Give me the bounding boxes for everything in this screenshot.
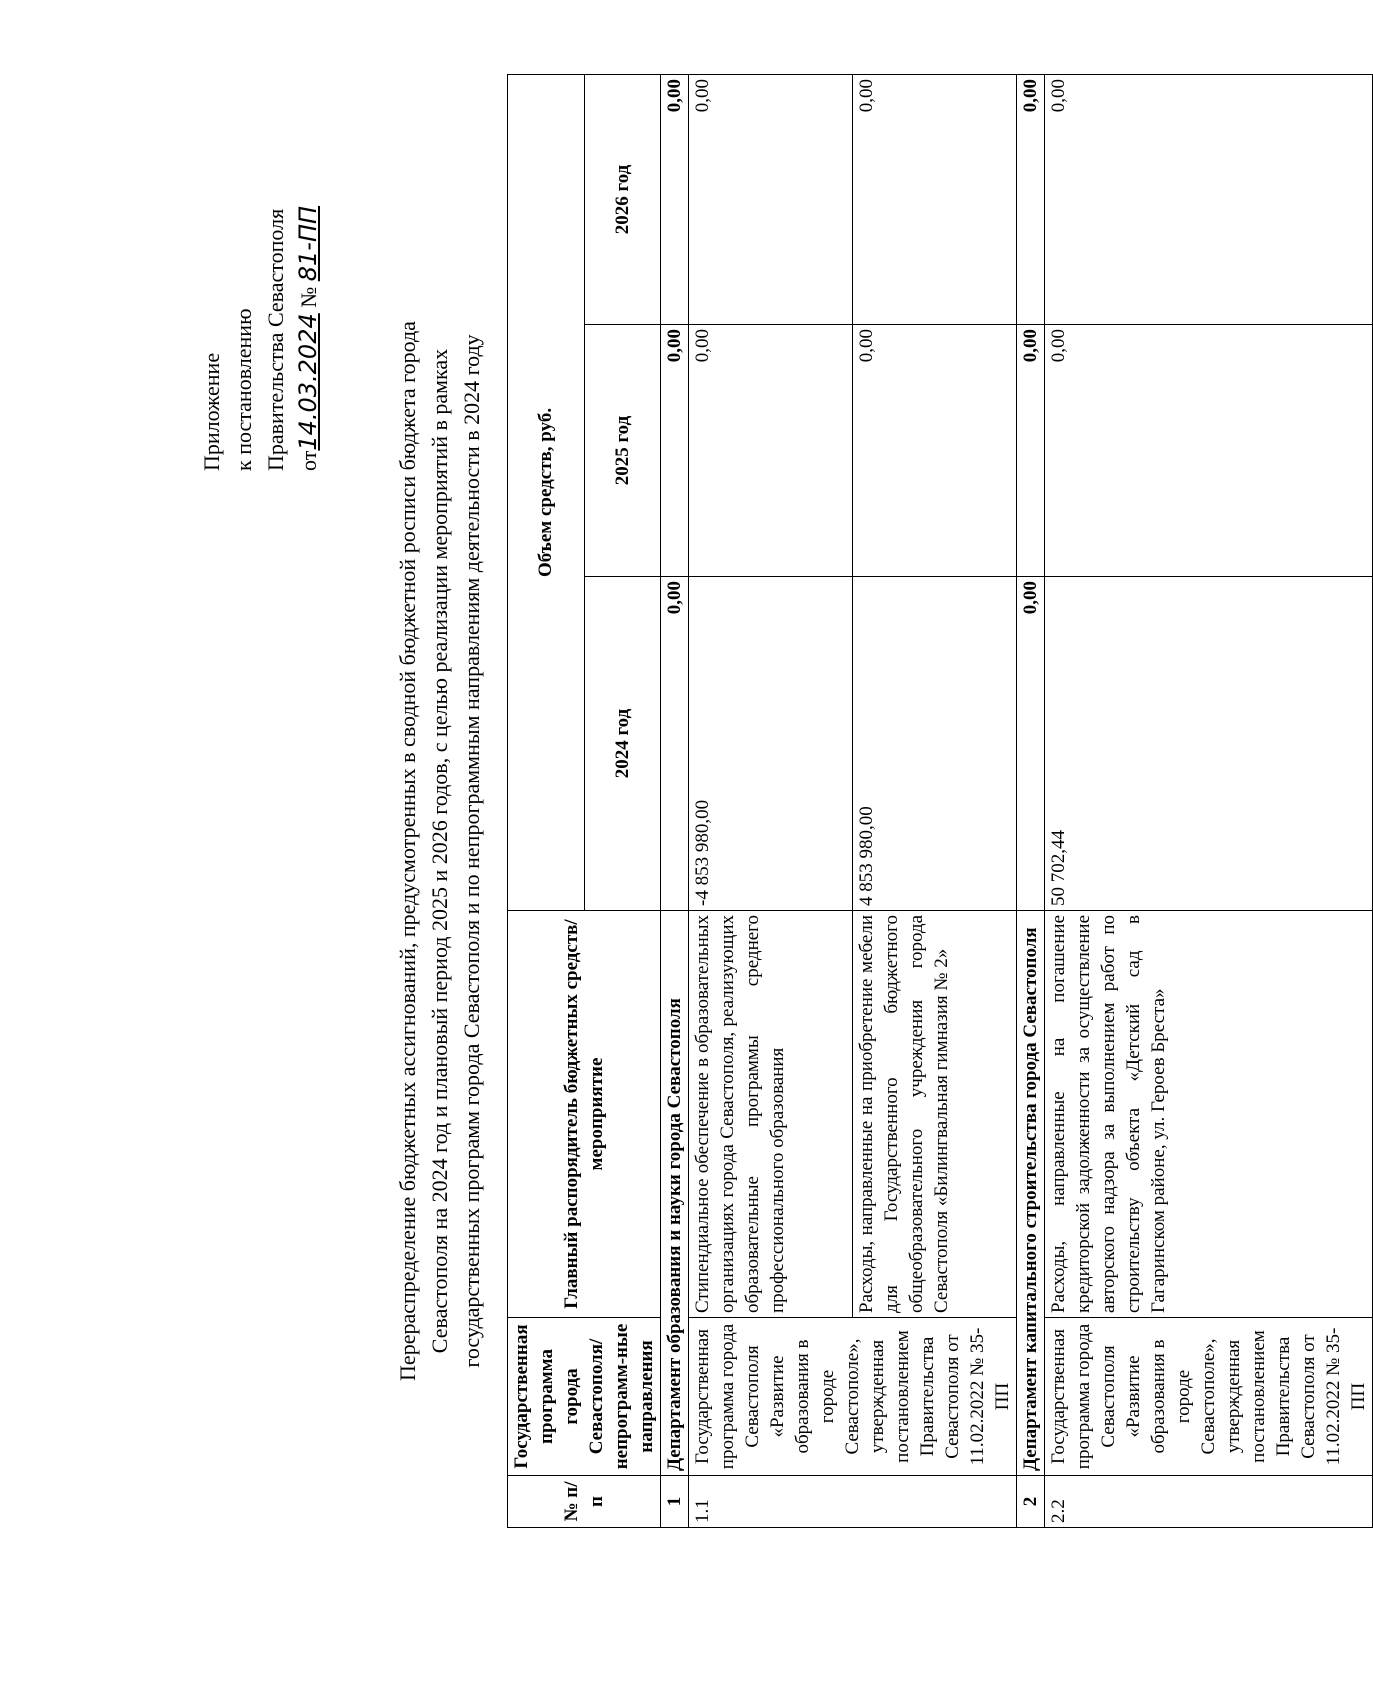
header-2026: 2026 год bbox=[584, 74, 661, 324]
appendix-block bbox=[196, 51, 325, 471]
budget-table bbox=[507, 74, 1373, 1528]
section-2026: 0,00 bbox=[1017, 74, 1045, 324]
section-row-2 bbox=[1017, 74, 1045, 1527]
header-num: № п/п bbox=[508, 1476, 661, 1528]
section-name: Департамент образования и науки города Севастополя bbox=[661, 910, 689, 1475]
row-2025: 0,00 bbox=[1045, 324, 1373, 576]
row-measure: Стипендиальное обеспечение в образовательных организациях города Севастополя, реализующих образовательные программы среднего профессионального образования bbox=[689, 910, 853, 1317]
header-volume: Объем средств, руб. bbox=[508, 74, 585, 910]
header-program: Государственная программа города Севастополя/непрограмм-ные направления bbox=[508, 1318, 661, 1476]
row-measure: Расходы, направленные на погашение кредиторской задолженности за осуществление авторского надзора за выполнением работ по строительству объекта «Детский сад в Гагаринском районе, ул. Героев Бреста» bbox=[1045, 910, 1373, 1317]
header-row-1 bbox=[508, 74, 585, 1527]
appendix-line-3: Правительства Севастополя bbox=[263, 208, 288, 471]
header-2024: 2024 год bbox=[584, 576, 661, 910]
row-program: Государственная программа города Севастополя «Развитие образования в городе Севастополе», утвержденная постановлением Правительства Севастополя от 11.02.2022 № 35-ПП bbox=[1045, 1318, 1373, 1476]
document-title bbox=[392, 176, 488, 1526]
appendix-line-2: к постановлению bbox=[231, 308, 256, 471]
row-2024: -4 853 980,00 bbox=[689, 576, 853, 910]
row-num: 1.1 bbox=[689, 1476, 1017, 1528]
header-2025: 2025 год bbox=[584, 324, 661, 576]
title-line-1: Перераспределение бюджетных ассигнований, предусмотренных в сводной бюджетной росписи бюджета города bbox=[395, 321, 420, 1381]
title-line-2: Севастополя на 2024 год и плановый период 2025 и 2026 годов, с целью реализации мероприятий в рамках bbox=[427, 348, 452, 1354]
number-label: № bbox=[296, 286, 321, 308]
section-row-1 bbox=[661, 74, 689, 1527]
from-label: от bbox=[296, 450, 321, 471]
handwritten-date: 14.03.2024 bbox=[294, 313, 322, 451]
row-2026: 0,00 bbox=[1045, 74, 1373, 324]
row-2026: 0,00 bbox=[853, 74, 1017, 324]
section-2025: 0,00 bbox=[661, 324, 689, 576]
row-2025: 0,00 bbox=[853, 324, 1017, 576]
table-row bbox=[853, 74, 1017, 1527]
row-2024: 50 702,44 bbox=[1045, 576, 1373, 910]
appendix-line-4 bbox=[292, 51, 325, 471]
appendix-line-1: Приложение bbox=[199, 352, 224, 471]
section-2026: 0,00 bbox=[661, 74, 689, 324]
section-2024: 0,00 bbox=[661, 576, 689, 910]
section-num: 1 bbox=[661, 1476, 689, 1528]
header-manager: Главный распорядитель бюджетных средств/мероприятие bbox=[508, 910, 661, 1317]
table-row bbox=[689, 74, 853, 1527]
row-program: Государственная программа города Севастополя «Развитие образования в городе Севастополе», утвержденная постановлением Правительства Севастополя от 11.02.2022 № 35-ПП bbox=[689, 1318, 1017, 1476]
row-num: 2.2 bbox=[1045, 1476, 1373, 1528]
row-2025: 0,00 bbox=[689, 324, 853, 576]
title-line-3: государственных программ города Севастополя и по непрограммным направлениям деятельности в 2024 году bbox=[459, 334, 484, 1368]
section-num: 2 bbox=[1017, 1476, 1045, 1528]
row-2026: 0,00 bbox=[689, 74, 853, 324]
section-name: Департамент капитального строительства города Севастополя bbox=[1017, 910, 1045, 1475]
table-row bbox=[1045, 74, 1373, 1527]
section-2025: 0,00 bbox=[1017, 324, 1045, 576]
row-2024: 4 853 980,00 bbox=[853, 576, 1017, 910]
row-measure: Расходы, направленные на приобретение мебели для Государственного бюджетного общеобразовательного учреждения города Севастополя «Билингвальная гимназия № 2» bbox=[853, 910, 1017, 1317]
section-2024: 0,00 bbox=[1017, 576, 1045, 910]
handwritten-number: 81-ПП bbox=[294, 205, 322, 282]
